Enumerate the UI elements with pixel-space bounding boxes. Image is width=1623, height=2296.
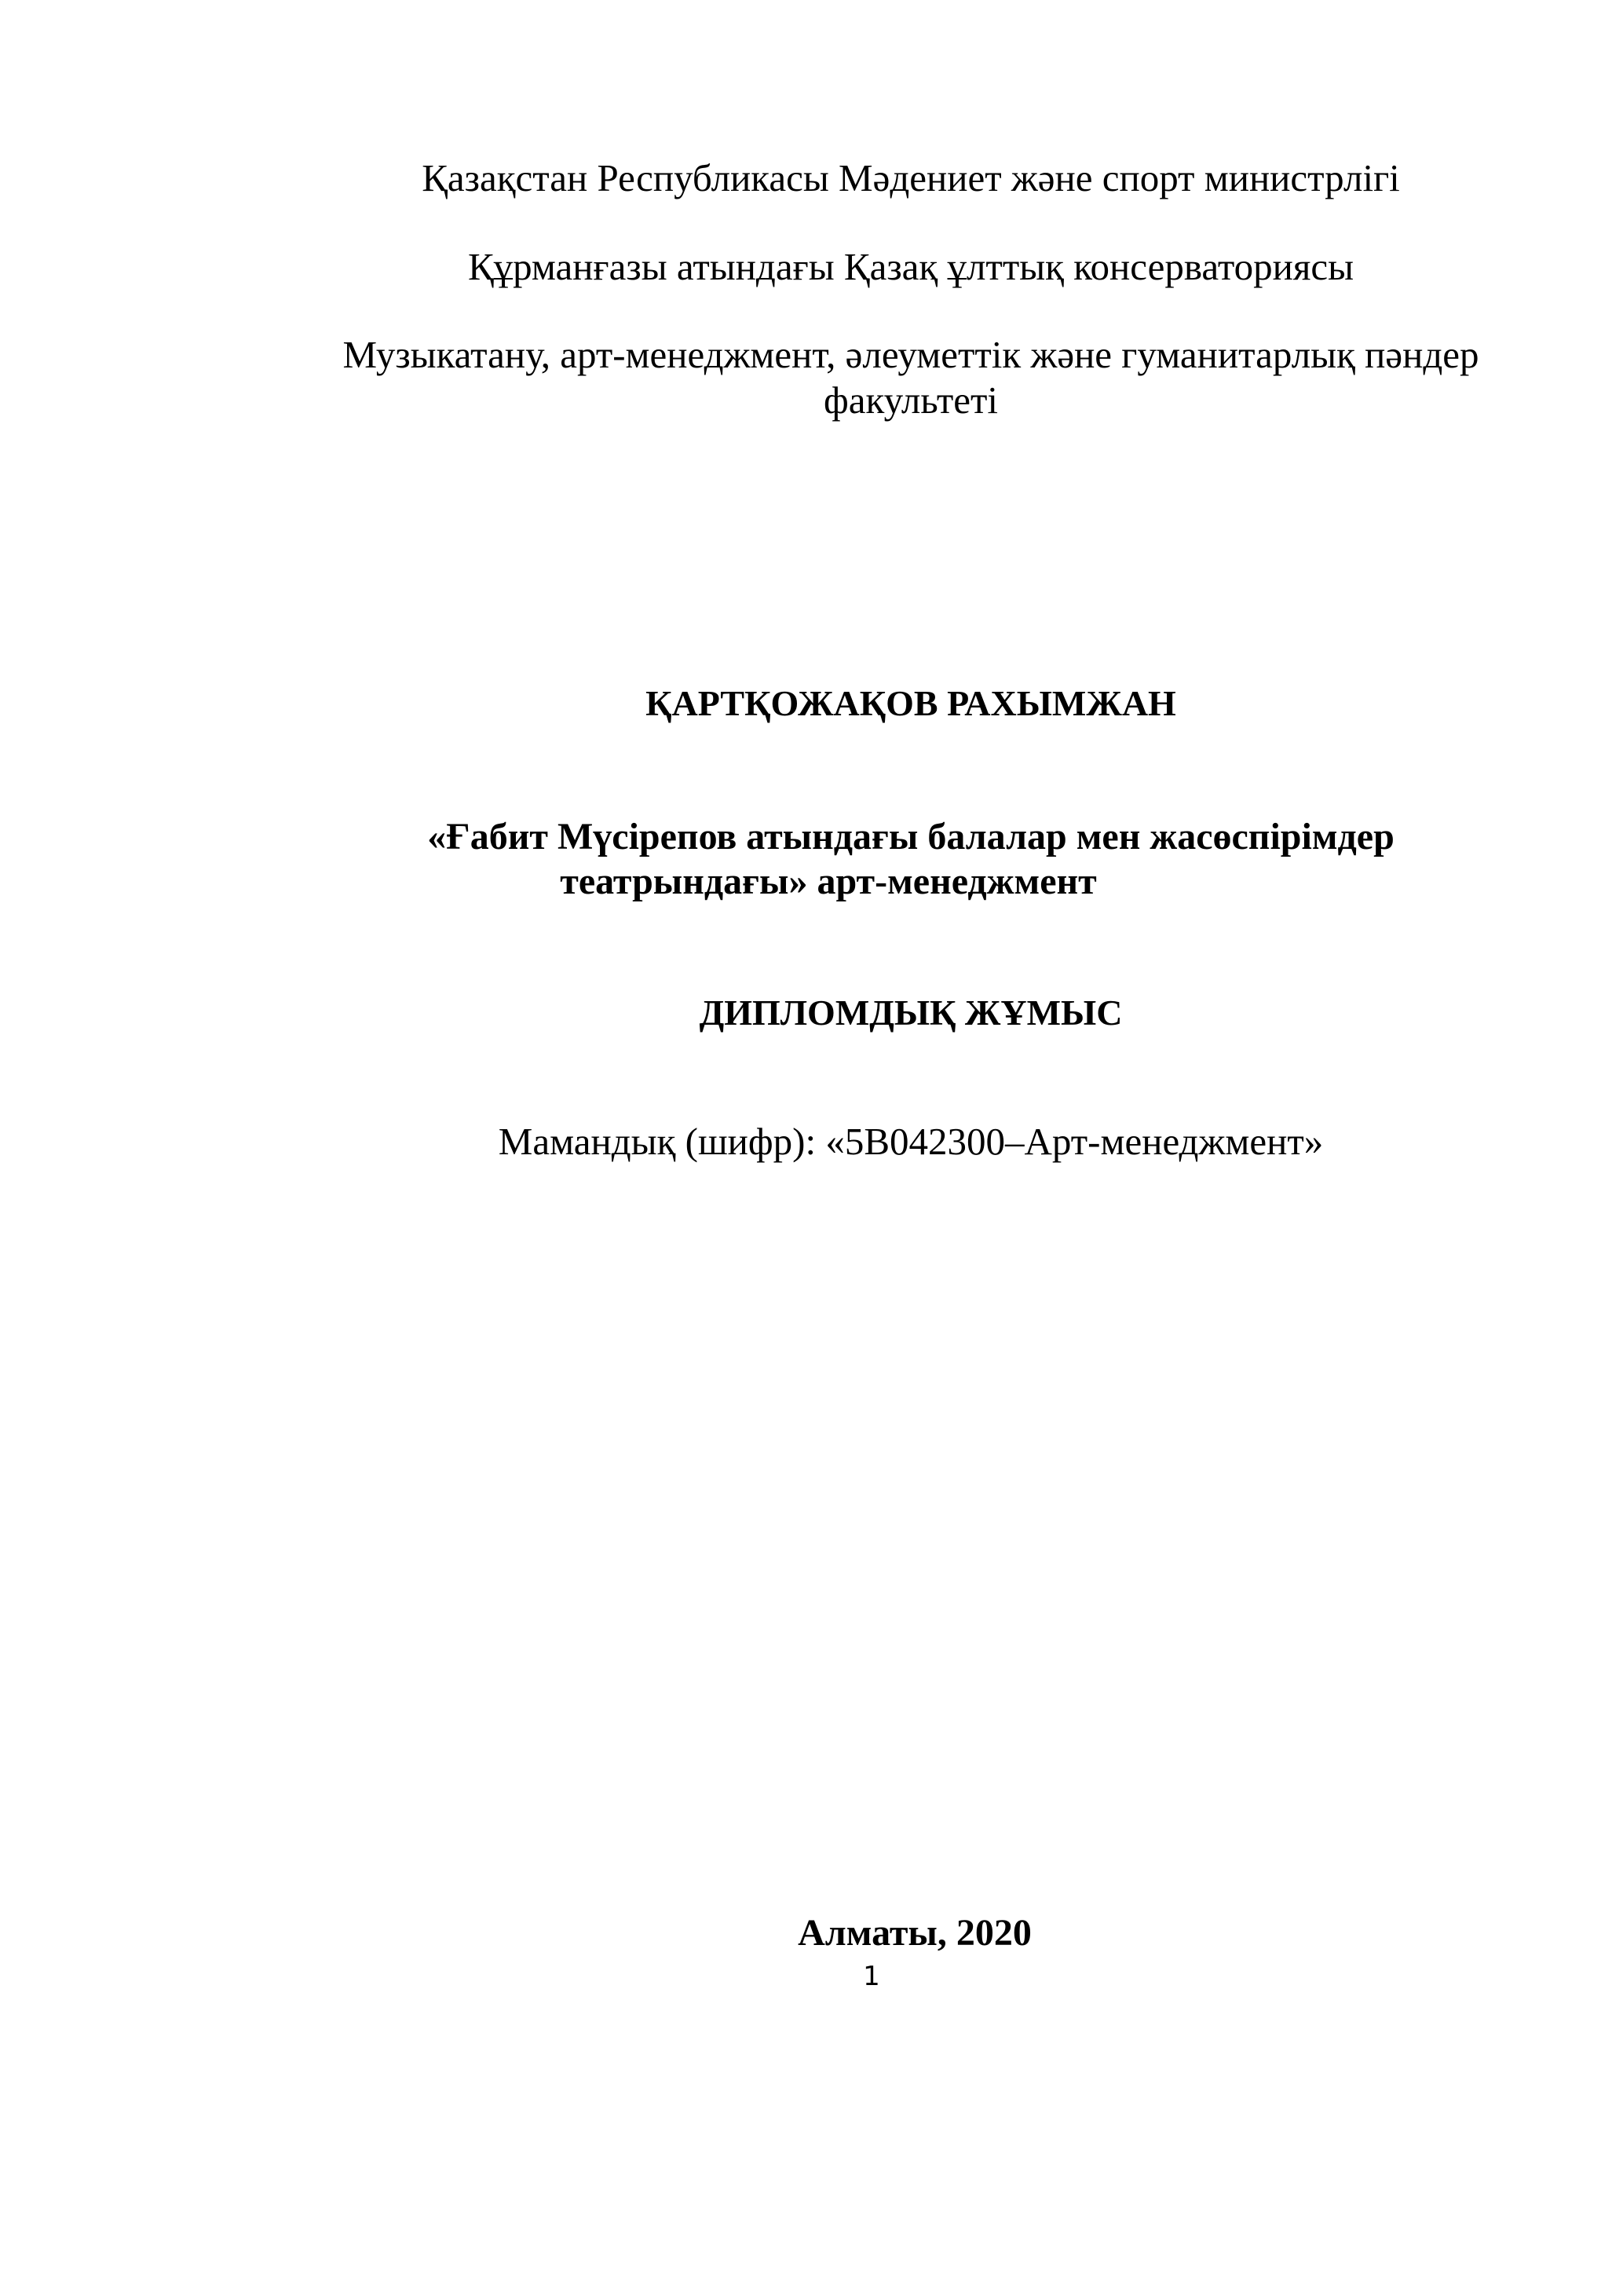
- page-number: 1: [863, 1961, 880, 1992]
- city-year: Алматы, 2020: [798, 1912, 1032, 1954]
- specialty-line: Мамандық (шифр): «5В042300–Арт-менеджмент»: [498, 1120, 1324, 1163]
- faculty-heading-line2: факультеті: [823, 378, 999, 422]
- institution-heading: Құрманғазы атындағы Қазақ ұлттық консерваториясы: [467, 245, 1354, 288]
- thesis-title-line2: театрындағы» арт-менеджмент: [560, 861, 1097, 902]
- author-name: ҚАРТҚОЖАҚОВ РАХЫМЖАН: [645, 683, 1176, 723]
- ministry-heading: Қазақстан Республикасы Мәдениет және спорт министрлігі: [422, 156, 1400, 199]
- thesis-title-line1: «Ғабит Мүсірепов атындағы балалар мен жасөспірімдер: [427, 816, 1395, 857]
- work-type-heading: ДИПЛОМДЫҚ ЖҰМЫС: [699, 993, 1123, 1033]
- faculty-heading-line1: Музыкатану, арт-менеджмент, әлеуметтік және гуманитарлық пәндер: [342, 333, 1479, 376]
